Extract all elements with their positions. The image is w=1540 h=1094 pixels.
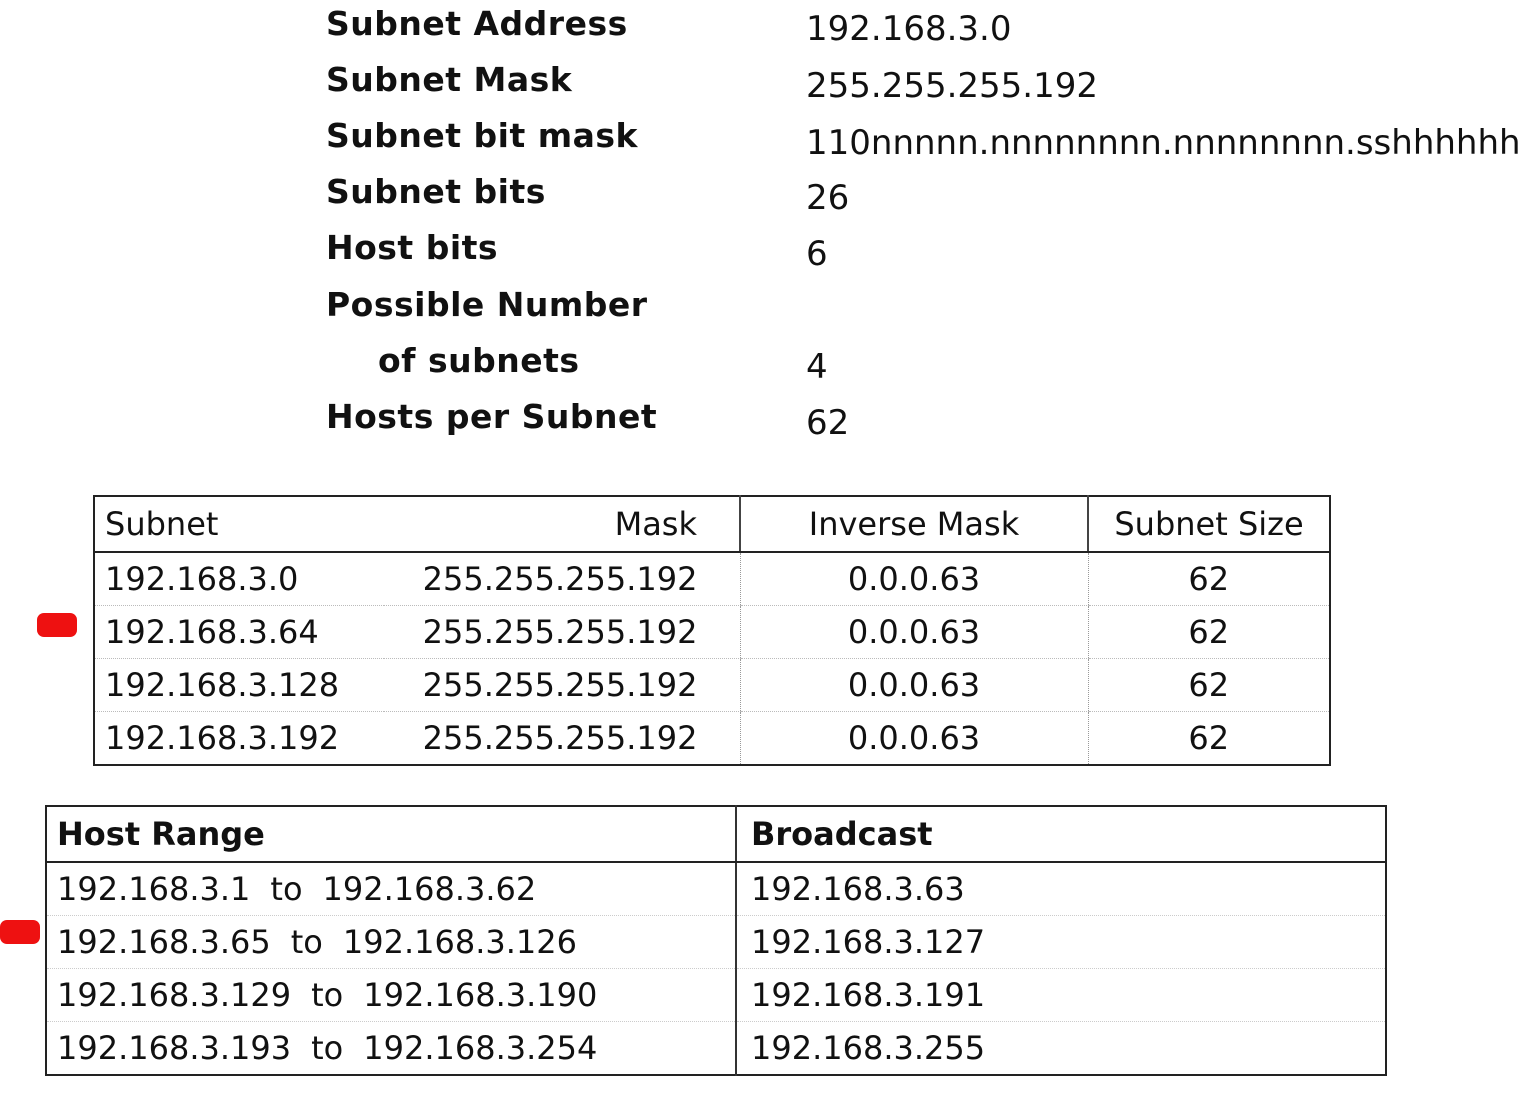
column-header-subnet: Subnet <box>94 496 384 552</box>
info-label: Host bits <box>326 228 499 267</box>
info-label: of subnets <box>378 341 580 380</box>
info-value: 26 <box>806 178 850 218</box>
range-to: to <box>270 870 303 908</box>
cell-mask: 255.255.255.192 <box>422 719 698 757</box>
subnet-table <box>93 495 1331 766</box>
highlight-marker-host-row <box>0 920 40 944</box>
cell-subnet-size: 62 <box>1088 606 1330 659</box>
info-row-possible-number <box>0 285 1540 341</box>
range-start: 192.168.3.193 <box>57 1029 292 1067</box>
column-header-subnet-size: Subnet Size <box>1088 496 1330 552</box>
cell-subnet-size: 62 <box>1088 552 1330 606</box>
cell-subnet: 192.168.3.192 <box>105 719 340 757</box>
cell-broadcast: 192.168.3.191 <box>736 969 1386 1022</box>
info-value: 6 <box>806 234 828 274</box>
cell-mask: 255.255.255.192 <box>384 552 740 606</box>
cell-broadcast: 192.168.3.63 <box>736 862 1386 916</box>
host-range-table <box>45 805 1387 1076</box>
cell-inverse-mask: 0.0.0.63 <box>740 606 1088 659</box>
table-row <box>94 606 1330 659</box>
range-to: to <box>311 976 344 1014</box>
column-header-mask: Mask <box>384 496 740 552</box>
info-value: 192.168.3.0 <box>806 9 1012 49</box>
table-row <box>46 969 1386 1022</box>
info-row-host-bits <box>0 228 1540 284</box>
cell-subnet-size: 62 <box>1088 712 1330 766</box>
info-row-hosts-per-subnet <box>0 397 1540 453</box>
column-header-host-range: Host Range <box>46 806 736 862</box>
range-end: 192.168.3.126 <box>342 923 577 961</box>
cell-inverse-mask: 0.0.0.63 <box>740 659 1088 712</box>
info-label: Subnet bits <box>326 172 546 211</box>
info-label: Subnet Mask <box>326 60 573 99</box>
info-label: Subnet Address <box>326 4 628 43</box>
info-value: 62 <box>806 403 850 443</box>
table-header-row <box>46 806 1386 862</box>
info-row-subnet-bit-mask <box>0 116 1540 172</box>
cell-mask: 255.255.255.192 <box>384 659 740 712</box>
range-end: 192.168.3.62 <box>322 870 537 908</box>
cell-inverse-mask: 0.0.0.63 <box>740 552 1088 606</box>
info-label: Subnet bit mask <box>326 116 638 155</box>
info-row-subnet-bits <box>0 172 1540 228</box>
column-header-broadcast: Broadcast <box>736 806 1386 862</box>
table-row <box>46 862 1386 916</box>
cell-mask: 255.255.255.192 <box>384 606 740 659</box>
highlight-marker-subnet-row <box>37 613 77 637</box>
info-label: Hosts per Subnet <box>326 397 658 436</box>
info-value: 255.255.255.192 <box>806 66 1099 106</box>
info-value: 4 <box>806 347 828 387</box>
cell-host-range <box>46 969 736 1022</box>
range-end: 192.168.3.190 <box>363 976 598 1014</box>
range-end: 192.168.3.254 <box>363 1029 598 1067</box>
info-row-subnet-address <box>0 4 1540 60</box>
range-start: 192.168.3.129 <box>57 976 292 1014</box>
cell-subnet: 192.168.3.0 <box>94 552 384 606</box>
table-row <box>94 659 1330 712</box>
table-row <box>94 712 1330 766</box>
info-label: Possible Number <box>326 285 648 324</box>
column-header-inverse-mask: Inverse Mask <box>740 496 1088 552</box>
info-value: 110nnnnn.nnnnnnnn.nnnnnnnn.sshhhhhh <box>806 123 1521 163</box>
range-start: 192.168.3.65 <box>57 923 271 961</box>
range-start: 192.168.3.1 <box>57 870 251 908</box>
cell-host-range <box>46 862 736 916</box>
range-to: to <box>311 1029 344 1067</box>
info-row-of-subnets <box>0 341 1540 397</box>
cell-host-range <box>46 1022 736 1076</box>
table-header-row <box>94 496 1330 552</box>
cell-inverse-mask: 0.0.0.63 <box>740 712 1088 766</box>
cell-broadcast: 192.168.3.255 <box>736 1022 1386 1076</box>
cell-subnet-size: 62 <box>1088 659 1330 712</box>
cell-broadcast: 192.168.3.127 <box>736 916 1386 969</box>
info-row-subnet-mask <box>0 60 1540 116</box>
table-row <box>46 1022 1386 1076</box>
cell-subnet: 192.168.3.128 <box>94 659 384 712</box>
cell-subnet: 192.168.3.64 <box>94 606 384 659</box>
cell-host-range <box>46 916 736 969</box>
table-row <box>46 916 1386 969</box>
range-to: to <box>290 923 323 961</box>
table-row <box>94 552 1330 606</box>
